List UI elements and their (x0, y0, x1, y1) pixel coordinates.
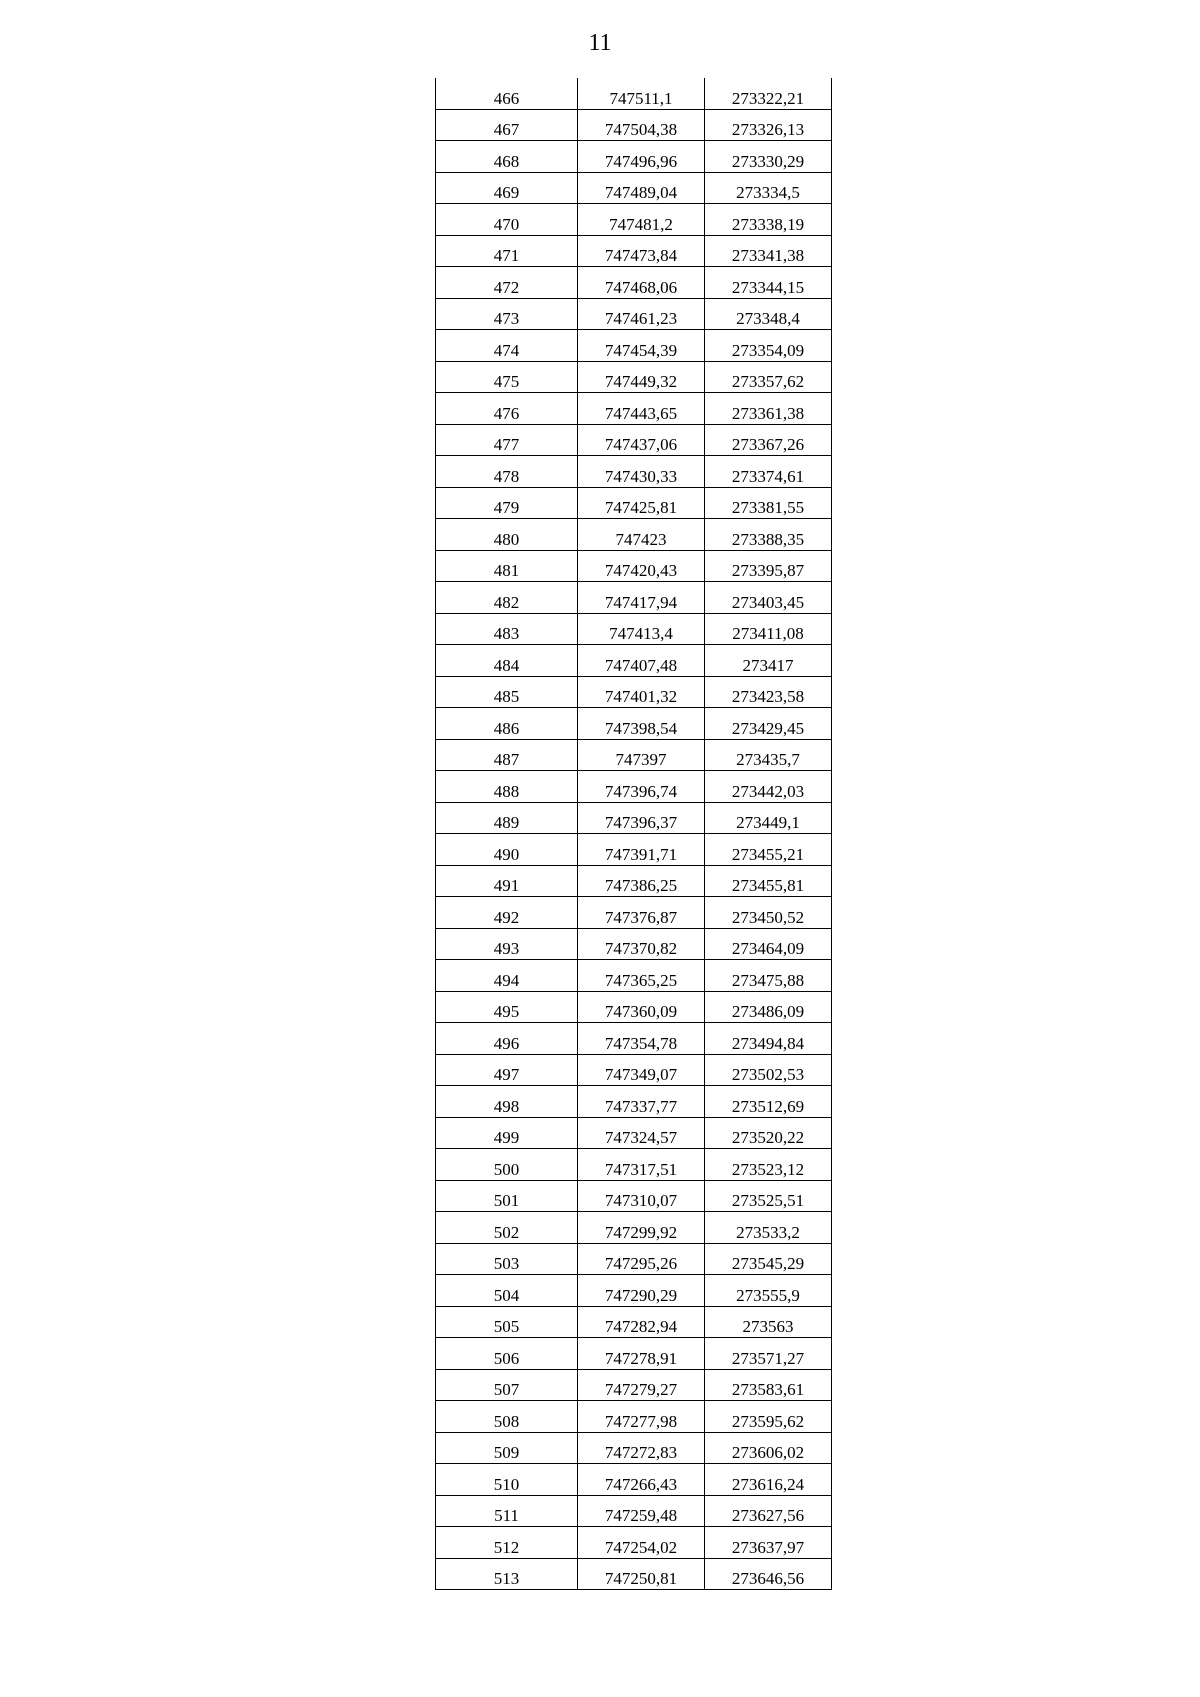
table-row (436, 519, 832, 551)
point-number-cell: 480 (436, 519, 578, 551)
x-coordinate-cell: 747278,91 (578, 1338, 705, 1370)
y-coordinate-cell: 273571,27 (705, 1338, 832, 1370)
y-coordinate-cell: 273344,15 (705, 267, 832, 299)
table-row (436, 1054, 832, 1086)
x-coordinate-cell: 747370,82 (578, 928, 705, 960)
x-coordinate-cell: 747401,32 (578, 676, 705, 708)
x-coordinate-cell: 747496,96 (578, 141, 705, 173)
point-number-cell: 483 (436, 613, 578, 645)
table-row (436, 1243, 832, 1275)
point-number-cell: 500 (436, 1149, 578, 1181)
x-coordinate-cell: 747259,48 (578, 1495, 705, 1527)
table-row (436, 109, 832, 141)
y-coordinate-cell: 273525,51 (705, 1180, 832, 1212)
point-number-cell: 481 (436, 550, 578, 582)
point-number-cell: 504 (436, 1275, 578, 1307)
x-coordinate-cell: 747290,29 (578, 1275, 705, 1307)
x-coordinate-cell: 747461,23 (578, 298, 705, 330)
table-row (436, 582, 832, 614)
point-number-cell: 471 (436, 235, 578, 267)
y-coordinate-cell: 273555,9 (705, 1275, 832, 1307)
table-row (436, 1086, 832, 1118)
x-coordinate-cell: 747437,06 (578, 424, 705, 456)
table-row (436, 424, 832, 456)
table-row (436, 393, 832, 425)
table-row (436, 1432, 832, 1464)
table-row (436, 771, 832, 803)
point-number-cell: 512 (436, 1527, 578, 1559)
table-row (436, 708, 832, 740)
y-coordinate-cell: 273348,4 (705, 298, 832, 330)
x-coordinate-cell: 747413,4 (578, 613, 705, 645)
y-coordinate-cell: 273374,61 (705, 456, 832, 488)
point-number-cell: 506 (436, 1338, 578, 1370)
table-row (436, 361, 832, 393)
y-coordinate-cell: 273367,26 (705, 424, 832, 456)
y-coordinate-cell: 273423,58 (705, 676, 832, 708)
table-row (436, 298, 832, 330)
y-coordinate-cell: 273417 (705, 645, 832, 677)
point-number-cell: 475 (436, 361, 578, 393)
table-row (436, 487, 832, 519)
y-coordinate-cell: 273545,29 (705, 1243, 832, 1275)
x-coordinate-cell: 747365,25 (578, 960, 705, 992)
point-number-cell: 489 (436, 802, 578, 834)
point-number-cell: 511 (436, 1495, 578, 1527)
y-coordinate-cell: 273494,84 (705, 1023, 832, 1055)
y-coordinate-cell: 273388,35 (705, 519, 832, 551)
point-number-cell: 491 (436, 865, 578, 897)
table-row (436, 928, 832, 960)
table-row (436, 960, 832, 992)
x-coordinate-cell: 747299,92 (578, 1212, 705, 1244)
point-number-cell: 467 (436, 109, 578, 141)
x-coordinate-cell: 747266,43 (578, 1464, 705, 1496)
y-coordinate-cell: 273646,56 (705, 1558, 832, 1590)
table-row (436, 613, 832, 645)
point-number-cell: 474 (436, 330, 578, 362)
point-number-cell: 513 (436, 1558, 578, 1590)
table-row (436, 991, 832, 1023)
table-row (436, 1558, 832, 1590)
y-coordinate-cell: 273449,1 (705, 802, 832, 834)
table-row (436, 78, 832, 109)
x-coordinate-cell: 747473,84 (578, 235, 705, 267)
point-number-cell: 472 (436, 267, 578, 299)
point-number-cell: 508 (436, 1401, 578, 1433)
x-coordinate-cell: 747481,2 (578, 204, 705, 236)
point-number-cell: 496 (436, 1023, 578, 1055)
y-coordinate-cell: 273533,2 (705, 1212, 832, 1244)
point-number-cell: 482 (436, 582, 578, 614)
y-coordinate-cell: 273338,19 (705, 204, 832, 236)
point-number-cell: 499 (436, 1117, 578, 1149)
y-coordinate-cell: 273411,08 (705, 613, 832, 645)
x-coordinate-cell: 747310,07 (578, 1180, 705, 1212)
y-coordinate-cell: 273354,09 (705, 330, 832, 362)
point-number-cell: 490 (436, 834, 578, 866)
x-coordinate-cell: 747468,06 (578, 267, 705, 299)
x-coordinate-cell: 747324,57 (578, 1117, 705, 1149)
x-coordinate-cell: 747407,48 (578, 645, 705, 677)
y-coordinate-cell: 273520,22 (705, 1117, 832, 1149)
y-coordinate-cell: 273334,5 (705, 172, 832, 204)
x-coordinate-cell: 747397 (578, 739, 705, 771)
point-number-cell: 497 (436, 1054, 578, 1086)
coordinates-table (435, 78, 832, 1590)
point-number-cell: 502 (436, 1212, 578, 1244)
x-coordinate-cell: 747279,27 (578, 1369, 705, 1401)
x-coordinate-cell: 747282,94 (578, 1306, 705, 1338)
point-number-cell: 494 (436, 960, 578, 992)
table-row (436, 1180, 832, 1212)
table-row (436, 1306, 832, 1338)
y-coordinate-cell: 273475,88 (705, 960, 832, 992)
x-coordinate-cell: 747376,87 (578, 897, 705, 929)
table-row (436, 1527, 832, 1559)
y-coordinate-cell: 273435,7 (705, 739, 832, 771)
point-number-cell: 487 (436, 739, 578, 771)
y-coordinate-cell: 273326,13 (705, 109, 832, 141)
table-row (436, 141, 832, 173)
point-number-cell: 507 (436, 1369, 578, 1401)
y-coordinate-cell: 273595,62 (705, 1401, 832, 1433)
y-coordinate-cell: 273341,38 (705, 235, 832, 267)
y-coordinate-cell: 273361,38 (705, 393, 832, 425)
x-coordinate-cell: 747360,09 (578, 991, 705, 1023)
x-coordinate-cell: 747272,83 (578, 1432, 705, 1464)
x-coordinate-cell: 747504,38 (578, 109, 705, 141)
y-coordinate-cell: 273486,09 (705, 991, 832, 1023)
y-coordinate-cell: 273563 (705, 1306, 832, 1338)
x-coordinate-cell: 747396,74 (578, 771, 705, 803)
y-coordinate-cell: 273583,61 (705, 1369, 832, 1401)
x-coordinate-cell: 747430,33 (578, 456, 705, 488)
table-row (436, 1338, 832, 1370)
point-number-cell: 495 (436, 991, 578, 1023)
table-row (436, 1117, 832, 1149)
y-coordinate-cell: 273322,21 (705, 78, 832, 109)
x-coordinate-cell: 747398,54 (578, 708, 705, 740)
x-coordinate-cell: 747420,43 (578, 550, 705, 582)
table-row (436, 235, 832, 267)
point-number-cell: 505 (436, 1306, 578, 1338)
y-coordinate-cell: 273429,45 (705, 708, 832, 740)
point-number-cell: 479 (436, 487, 578, 519)
table-row (436, 204, 832, 236)
point-number-cell: 485 (436, 676, 578, 708)
y-coordinate-cell: 273523,12 (705, 1149, 832, 1181)
table-row (436, 267, 832, 299)
x-coordinate-cell: 747250,81 (578, 1558, 705, 1590)
y-coordinate-cell: 273403,45 (705, 582, 832, 614)
y-coordinate-cell: 273606,02 (705, 1432, 832, 1464)
x-coordinate-cell: 747425,81 (578, 487, 705, 519)
table-row (436, 1023, 832, 1055)
table-row (436, 1369, 832, 1401)
y-coordinate-cell: 273637,97 (705, 1527, 832, 1559)
point-number-cell: 503 (436, 1243, 578, 1275)
table-row (436, 645, 832, 677)
point-number-cell: 477 (436, 424, 578, 456)
x-coordinate-cell: 747277,98 (578, 1401, 705, 1433)
table-row (436, 1275, 832, 1307)
point-number-cell: 484 (436, 645, 578, 677)
point-number-cell: 492 (436, 897, 578, 929)
table-row (436, 1212, 832, 1244)
point-number-cell: 509 (436, 1432, 578, 1464)
point-number-cell: 473 (436, 298, 578, 330)
y-coordinate-cell: 273395,87 (705, 550, 832, 582)
x-coordinate-cell: 747354,78 (578, 1023, 705, 1055)
x-coordinate-cell: 747337,77 (578, 1086, 705, 1118)
y-coordinate-cell: 273442,03 (705, 771, 832, 803)
point-number-cell: 478 (436, 456, 578, 488)
page-number: 11 (588, 30, 612, 56)
point-number-cell: 470 (436, 204, 578, 236)
point-number-cell: 469 (436, 172, 578, 204)
table-row (436, 1401, 832, 1433)
table-row (436, 550, 832, 582)
y-coordinate-cell: 273357,62 (705, 361, 832, 393)
y-coordinate-cell: 273512,69 (705, 1086, 832, 1118)
point-number-cell: 498 (436, 1086, 578, 1118)
point-number-cell: 476 (436, 393, 578, 425)
table-row (436, 897, 832, 929)
table-row (436, 739, 832, 771)
x-coordinate-cell: 747391,71 (578, 834, 705, 866)
point-number-cell: 488 (436, 771, 578, 803)
table-row (436, 172, 832, 204)
x-coordinate-cell: 747423 (578, 519, 705, 551)
table-row (436, 1464, 832, 1496)
y-coordinate-cell: 273502,53 (705, 1054, 832, 1086)
x-coordinate-cell: 747511,1 (578, 78, 705, 109)
x-coordinate-cell: 747417,94 (578, 582, 705, 614)
table-row (436, 865, 832, 897)
y-coordinate-cell: 273450,52 (705, 897, 832, 929)
point-number-cell: 468 (436, 141, 578, 173)
x-coordinate-cell: 747386,25 (578, 865, 705, 897)
table-row (436, 1149, 832, 1181)
table-row (436, 834, 832, 866)
point-number-cell: 510 (436, 1464, 578, 1496)
table-row (436, 1495, 832, 1527)
x-coordinate-cell: 747454,39 (578, 330, 705, 362)
point-number-cell: 486 (436, 708, 578, 740)
y-coordinate-cell: 273330,29 (705, 141, 832, 173)
point-number-cell: 501 (436, 1180, 578, 1212)
y-coordinate-cell: 273455,81 (705, 865, 832, 897)
y-coordinate-cell: 273616,24 (705, 1464, 832, 1496)
point-number-cell: 493 (436, 928, 578, 960)
y-coordinate-cell: 273464,09 (705, 928, 832, 960)
table-row (436, 676, 832, 708)
x-coordinate-cell: 747443,65 (578, 393, 705, 425)
table-row (436, 330, 832, 362)
x-coordinate-cell: 747489,04 (578, 172, 705, 204)
y-coordinate-cell: 273455,21 (705, 834, 832, 866)
y-coordinate-cell: 273381,55 (705, 487, 832, 519)
x-coordinate-cell: 747449,32 (578, 361, 705, 393)
y-coordinate-cell: 273627,56 (705, 1495, 832, 1527)
point-number-cell: 466 (436, 78, 578, 109)
coordinates-table-body (436, 78, 832, 1590)
x-coordinate-cell: 747349,07 (578, 1054, 705, 1086)
table-row (436, 802, 832, 834)
table-row (436, 456, 832, 488)
x-coordinate-cell: 747254,02 (578, 1527, 705, 1559)
x-coordinate-cell: 747396,37 (578, 802, 705, 834)
x-coordinate-cell: 747295,26 (578, 1243, 705, 1275)
x-coordinate-cell: 747317,51 (578, 1149, 705, 1181)
